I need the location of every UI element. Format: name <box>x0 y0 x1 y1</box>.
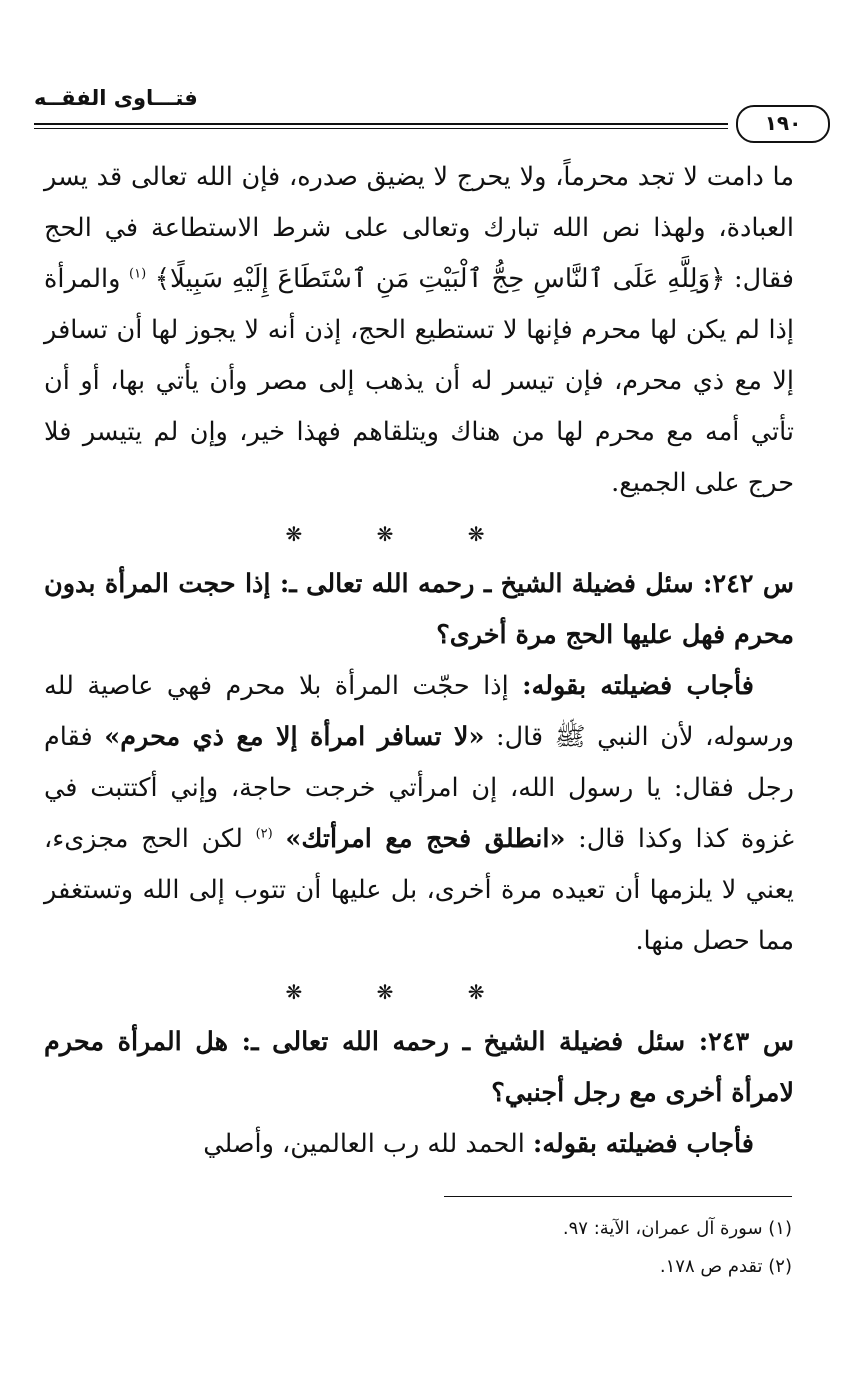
question-243: س ٢٤٣: سئل فضيلة الشيخ ـ رحمه الله تعالى ـ: هل المرأة محرم لامرأة أخرى مع رجل أجنبي؟ <box>44 1027 794 1108</box>
header-rule <box>34 123 728 129</box>
text-segment: إذا حجّت المرأة بلا محرم فهي عاصية لله ورسوله، لأن النبي ﷺ قال: <box>44 671 795 752</box>
answer-243 <box>44 1119 794 1170</box>
text-segment: الحمد لله رب العالمين، وأصلي <box>203 1129 525 1159</box>
section-separator: ❋ ❋ ❋ <box>285 522 519 546</box>
hadith-quote: «لا تسافر امرأة إلا مع ذي محرم» <box>104 722 485 752</box>
text-segment: والمرأة إذا لم يكن لها محرم فإنها لا تستطيع الحج، إذن أنه لا يجوز لها أن تسافر إلا مع ذي محرم، فإن تيسر له أن يذهب إلى مصر وأن يأتي بها، أو أن تأتي أمه مع محرم لها من هناك ويتلقاهم فهذا خير، وإن لم يتيسر فلا حرج على الجميع. <box>44 264 794 498</box>
footnote-2: (٢) تقدم ص ١٧٨. <box>659 1256 792 1277</box>
answer-lead: فأجاب فضيلته بقوله: <box>522 671 754 701</box>
footnote-marker-1: (١) <box>129 266 147 282</box>
answer-242 <box>44 661 794 967</box>
text-segment: ما دامت لا تجد محرماً، ولا يحرج لا يضيق صدره، فإن الله تعالى قد يسر العبادة، ولهذا نص الله تبارك وتعالى على شرط الاستطاعة في الحج فقال: <box>44 162 794 294</box>
page-number: ١٩٠ <box>736 105 830 143</box>
main-text <box>44 152 794 1170</box>
footnote-rule <box>444 1196 792 1197</box>
running-title: فتـــاوى الفقــه <box>34 86 198 110</box>
footnotes <box>192 1210 792 1286</box>
text-segment: لكن الحج مجزىء، يعني لا يلزمها أن تعيده مرة أخرى، بل عليها أن تتوب إلى الله وتستغفر مما حصل منها. <box>44 824 794 956</box>
hadith-quote: «انطلق فحج مع امرأتك» <box>285 824 566 854</box>
footnote-1: (١) سورة آل عمران، الآية: ٩٧. <box>562 1218 792 1239</box>
quran-verse: ﴿وَلِلَّهِ عَلَى ٱلنَّاسِ حِجُّ ٱلْبَيْتِ مَنِ ٱسْتَطَاعَ إِلَيْهِ سَبِيلًا﴾ <box>154 264 726 294</box>
question-242: س ٢٤٢: سئل فضيلة الشيخ ـ رحمه الله تعالى ـ: إذا حجت المرأة بدون محرم فهل عليها الحج مرة أخرى؟ <box>44 569 794 650</box>
footnote-marker-2: (٢) <box>255 826 273 842</box>
text-segment: فقام رجل فقال: يا رسول الله، إن امرأتي خرجت حاجة، وإني أكتتبت في غزوة كذا وكذا قال: <box>44 722 794 854</box>
answer-lead: فأجاب فضيلته بقوله: <box>532 1129 754 1159</box>
paragraph-continuation <box>44 152 794 509</box>
section-separator: ❋ ❋ ❋ <box>285 980 519 1004</box>
